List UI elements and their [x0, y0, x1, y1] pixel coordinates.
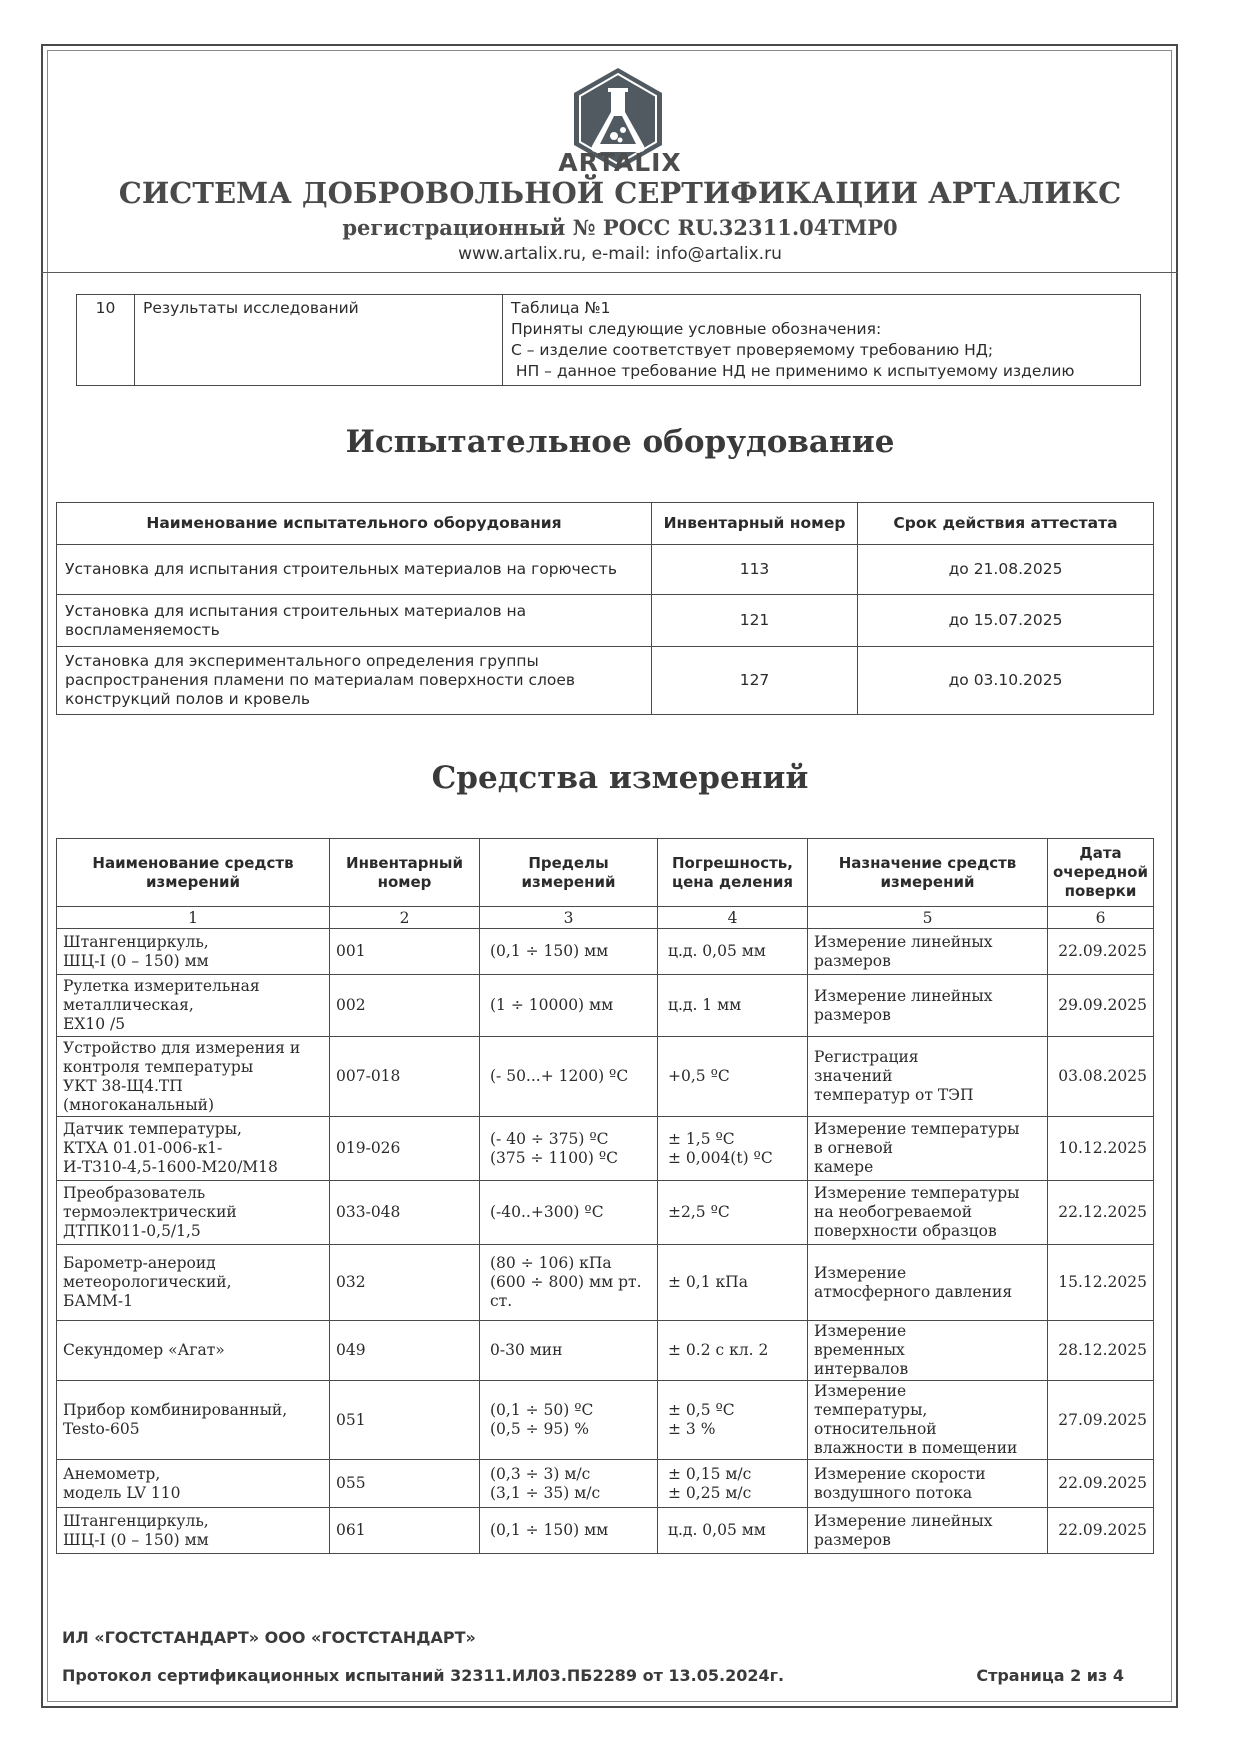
- inventory-number: 051: [330, 1381, 480, 1460]
- purpose: Измерение линейных размеров: [808, 929, 1048, 975]
- measurement-range: 0-30 мин: [480, 1321, 658, 1381]
- accuracy: ± 1,5 ºС ± 0,004(t) ºС: [658, 1117, 808, 1181]
- table-row: [57, 1037, 1154, 1117]
- next-verification-date: 22.09.2025: [1048, 1460, 1154, 1508]
- results-section: [76, 294, 1141, 386]
- next-verification-date: 15.12.2025: [1048, 1245, 1154, 1321]
- measurement-range: (0,3 ÷ 3) м/с (3,1 ÷ 35) м/с: [480, 1460, 658, 1508]
- measurement-range: (0,1 ÷ 150) мм: [480, 1508, 658, 1554]
- column-number: 5: [808, 907, 1048, 929]
- protocol-reference: Протокол сертификационных испытаний 32311.ИЛ03.ПБ2289 от 13.05.2024г.: [62, 1666, 785, 1685]
- purpose: Измерение температуры в огневой камере: [808, 1117, 1048, 1181]
- purpose: Измерение линейных размеров: [808, 1508, 1048, 1554]
- table-row: [57, 1381, 1154, 1460]
- column-number: 3: [480, 907, 658, 929]
- purpose: Измерение временных интервалов: [808, 1321, 1048, 1381]
- column-header: Погрешность, цена деления: [658, 839, 808, 907]
- table-row: [57, 929, 1154, 975]
- column-number: 4: [658, 907, 808, 929]
- equipment-title: Испытательное оборудование: [345, 424, 895, 460]
- inventory-number: 033-048: [330, 1181, 480, 1245]
- column-header: Наименование средств измерений: [57, 839, 330, 907]
- accuracy: ц.д. 0,05 мм: [658, 1508, 808, 1554]
- inventory-number: 019-026: [330, 1117, 480, 1181]
- lab-name: ИЛ «ГОСТСТАНДАРТ» ООО «ГОСТСТАНДАРТ»: [62, 1628, 476, 1647]
- legend-line: Таблица №1: [511, 299, 611, 317]
- table-row: [57, 1117, 1154, 1181]
- equipment-table: [56, 502, 1154, 715]
- next-verification-date: 22.12.2025: [1048, 1181, 1154, 1245]
- column-header: Срок действия аттестата: [858, 503, 1154, 545]
- equipment-name: Установка для испытания строительных материалов на воспламеняемость: [57, 595, 652, 647]
- next-verification-date: 27.09.2025: [1048, 1381, 1154, 1460]
- table-header-row: [57, 839, 1154, 907]
- measurement-range: (- 40 ÷ 375) ºС (375 ÷ 1100) ºС: [480, 1117, 658, 1181]
- inventory-number: 127: [652, 647, 858, 715]
- table-row: [57, 1181, 1154, 1245]
- legend-line: Приняты следующие условные обозначения:: [511, 320, 882, 338]
- next-verification-date: 29.09.2025: [1048, 975, 1154, 1037]
- table-row: [57, 545, 1154, 595]
- legend-line: С – изделие соответствует проверяемому требованию НД;: [511, 341, 994, 359]
- instrument-name: Штангенциркуль, ШЦ-I (0 – 150) мм: [57, 1508, 330, 1554]
- table-row: [57, 1245, 1154, 1321]
- accuracy: ± 0,1 кПа: [658, 1245, 808, 1321]
- accuracy: ± 0.2 с кл. 2: [658, 1321, 808, 1381]
- instrument-name: Устройство для измерения и контроля температуры УКТ 38-Щ4.ТП (многоканальный): [57, 1037, 330, 1117]
- accuracy: +0,5 ºС: [658, 1037, 808, 1117]
- inventory-number: 121: [652, 595, 858, 647]
- purpose: Измерение атмосферного давления: [808, 1245, 1048, 1321]
- accuracy: ± 0,15 м/с ± 0,25 м/с: [658, 1460, 808, 1508]
- instrument-name: Барометр-анероид метеорологический, БАММ-1: [57, 1245, 330, 1321]
- system-title: СИСТЕМА ДОБРОВОЛЬНОЙ СЕРТИФИКАЦИИ АРТАЛИКС: [118, 176, 1122, 210]
- accuracy: ± 0,5 ºС ± 3 %: [658, 1381, 808, 1460]
- measures-table: [56, 838, 1154, 1554]
- column-header: Инвентарный номер: [330, 839, 480, 907]
- inventory-number: 055: [330, 1460, 480, 1508]
- instrument-name: Секундомер «Агат»: [57, 1321, 330, 1381]
- column-number: 2: [330, 907, 480, 929]
- legend-line: НП – данное требование НД не применимо к испытуемому изделию: [511, 362, 1075, 380]
- column-number: 1: [57, 907, 330, 929]
- accuracy: ±2,5 ºС: [658, 1181, 808, 1245]
- measurement-range: (1 ÷ 10000) мм: [480, 975, 658, 1037]
- instrument-name: Прибор комбинированный, Testo-605: [57, 1381, 330, 1460]
- next-verification-date: 10.12.2025: [1048, 1117, 1154, 1181]
- purpose: Измерение температуры, относительной влажности в помещении: [808, 1381, 1048, 1460]
- inventory-number: 001: [330, 929, 480, 975]
- instrument-name: Штангенциркуль, ШЦ-I (0 – 150) мм: [57, 929, 330, 975]
- inventory-number: 061: [330, 1508, 480, 1554]
- inventory-number: 002: [330, 975, 480, 1037]
- column-header: Дата очередной поверки: [1048, 839, 1154, 907]
- section-label: Результаты исследований: [135, 295, 503, 386]
- table-row: [57, 975, 1154, 1037]
- instrument-name: Преобразователь термоэлектрический ДТПК011-0,5/1,5: [57, 1181, 330, 1245]
- accuracy: ц.д. 0,05 мм: [658, 929, 808, 975]
- measurement-range: (0,1 ÷ 150) мм: [480, 929, 658, 975]
- table-row: [57, 647, 1154, 715]
- measures-body: [57, 929, 1154, 1554]
- purpose: Регистрация значений температур от ТЭП: [808, 1037, 1048, 1117]
- equipment-name: Установка для экспериментального определения группы распространения пламени по материалам поверхности слоев конструкций полов и кровель: [57, 647, 652, 715]
- instrument-name: Датчик температуры, КТХА 01.01-006-к1- И-Т310-4,5-1600-М20/М18: [57, 1117, 330, 1181]
- next-verification-date: 03.08.2025: [1048, 1037, 1154, 1117]
- valid-until: до 21.08.2025: [858, 545, 1154, 595]
- column-header: Назначение средств измерений: [808, 839, 1048, 907]
- table-header-row: [57, 503, 1154, 545]
- instrument-name: Анемометр, модель LV 110: [57, 1460, 330, 1508]
- next-verification-date: 22.09.2025: [1048, 929, 1154, 975]
- purpose: Измерение температуры на необогреваемой поверхности образцов: [808, 1181, 1048, 1245]
- valid-until: до 03.10.2025: [858, 647, 1154, 715]
- registration-number: регистрационный № РОСС RU.32311.04ТМР0: [342, 215, 898, 240]
- inventory-number: 032: [330, 1245, 480, 1321]
- brand-name: ARTALIX: [558, 148, 682, 177]
- column-header: Наименование испытательного оборудования: [57, 503, 652, 545]
- section-legend: [503, 295, 1141, 386]
- measurement-range: (0,1 ÷ 50) ºС (0,5 ÷ 95) %: [480, 1381, 658, 1460]
- table-row: [57, 1508, 1154, 1554]
- column-header: Инвентарный номер: [652, 503, 858, 545]
- section-number: 10: [77, 295, 135, 386]
- contacts: www.artalix.ru, e-mail: info@artalix.ru: [458, 244, 782, 264]
- measures-title: Средства измерений: [431, 760, 809, 796]
- column-number: 6: [1048, 907, 1154, 929]
- header-divider: [41, 272, 1178, 273]
- next-verification-date: 28.12.2025: [1048, 1321, 1154, 1381]
- equipment-name: Установка для испытания строительных материалов на горючесть: [57, 545, 652, 595]
- valid-until: до 15.07.2025: [858, 595, 1154, 647]
- table-row: [57, 595, 1154, 647]
- table-row: [57, 1321, 1154, 1381]
- instrument-name: Рулетка измерительная металлическая, EX10 /5: [57, 975, 330, 1037]
- purpose: Измерение скорости воздушного потока: [808, 1460, 1048, 1508]
- measurement-range: (80 ÷ 106) кПа (600 ÷ 800) мм рт. ст.: [480, 1245, 658, 1321]
- column-header: Пределы измерений: [480, 839, 658, 907]
- purpose: Измерение линейных размеров: [808, 975, 1048, 1037]
- measurement-range: (- 50...+ 1200) ºС: [480, 1037, 658, 1117]
- page-number: Страница 2 из 4: [976, 1666, 1124, 1685]
- next-verification-date: 22.09.2025: [1048, 1508, 1154, 1554]
- inventory-number: 007-018: [330, 1037, 480, 1117]
- measurement-range: (-40..+300) ºС: [480, 1181, 658, 1245]
- accuracy: ц.д. 1 мм: [658, 975, 808, 1037]
- table-row: [57, 1460, 1154, 1508]
- inventory-number: 113: [652, 545, 858, 595]
- inventory-number: 049: [330, 1321, 480, 1381]
- column-numbers-row: [57, 907, 1154, 929]
